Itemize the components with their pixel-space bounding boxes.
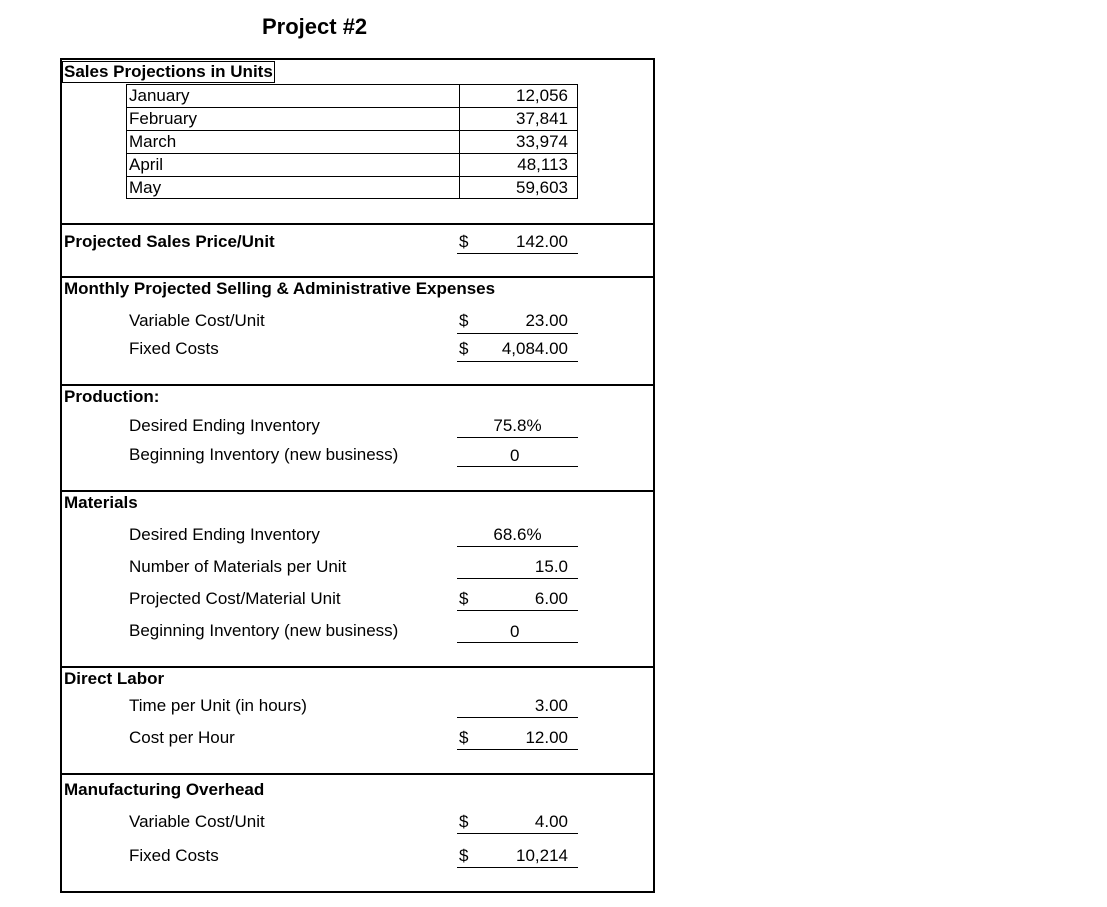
page-title: Project #2	[262, 14, 368, 39]
materials-cost-value: 6.00	[534, 589, 568, 608]
selling-admin-header: Monthly Projected Selling & Administrative Expenses	[64, 279, 496, 298]
price-value: 142.00	[516, 232, 568, 251]
selling-variable-label: Variable Cost/Unit	[129, 311, 265, 330]
overhead-header: Manufacturing Overhead	[64, 780, 265, 799]
production-beginning-value: 0	[510, 446, 520, 465]
production-beginning-label: Beginning Inventory (new business)	[129, 445, 399, 464]
sales-value-february: 37,841	[516, 109, 568, 128]
overhead-fixed-label: Fixed Costs	[129, 846, 219, 865]
materials-desired-label: Desired Ending Inventory	[129, 525, 320, 544]
labor-cost-currency: $	[459, 728, 469, 747]
overhead-fixed-currency: $	[459, 846, 469, 865]
production-desired-label: Desired Ending Inventory	[129, 416, 320, 435]
sales-header: Sales Projections in Units	[64, 62, 273, 81]
sales-value-march: 33,974	[516, 132, 568, 151]
production-header: Production:	[64, 387, 160, 406]
materials-desired-value: 68.6%	[493, 525, 542, 544]
labor-time-label: Time per Unit (in hours)	[129, 696, 307, 715]
price-currency: $	[459, 232, 469, 251]
selling-fixed-currency: $	[459, 339, 469, 358]
selling-fixed-value: 4,084.00	[501, 339, 568, 358]
sales-month-april: April	[129, 155, 164, 174]
materials-cost-currency: $	[459, 589, 469, 608]
sales-value-may: 59,603	[516, 178, 568, 197]
selling-variable-currency: $	[459, 311, 469, 330]
labor-header-text: Direct Labor	[64, 669, 165, 688]
selling-variable-value: 23.00	[525, 311, 568, 330]
materials-per-unit-value: 15.0	[534, 557, 568, 576]
sales-month-may: May	[129, 178, 162, 197]
overhead-variable-label: Variable Cost/Unit	[129, 812, 265, 831]
sales-value-january: 12,056	[516, 86, 568, 105]
labor-time-value: 3.00	[534, 696, 568, 715]
sales-month-february: February	[129, 109, 198, 128]
sales-month-january: January	[129, 86, 190, 105]
sales-value-april: 48,113	[517, 155, 568, 174]
materials-cost-label: Projected Cost/Material Unit	[129, 589, 341, 608]
overhead-variable-value: 4.00	[534, 812, 568, 831]
labor-cost-label: Cost per Hour	[129, 728, 235, 747]
labor-header	[64, 669, 164, 689]
overhead-variable-currency: $	[459, 812, 469, 831]
price-label: Projected Sales Price/Unit	[64, 232, 275, 251]
production-desired-value: 75.8%	[493, 416, 542, 435]
selling-fixed-label: Fixed Costs	[129, 339, 219, 358]
materials-beginning-label: Beginning Inventory (new business)	[129, 621, 399, 640]
overhead-fixed-value: 10,214	[516, 846, 568, 865]
sales-month-march: March	[129, 132, 177, 151]
materials-per-unit-label: Number of Materials per Unit	[129, 557, 347, 576]
materials-beginning-value: 0	[510, 622, 520, 641]
materials-header: Materials	[64, 493, 138, 512]
labor-cost-value: 12.00	[525, 728, 568, 747]
